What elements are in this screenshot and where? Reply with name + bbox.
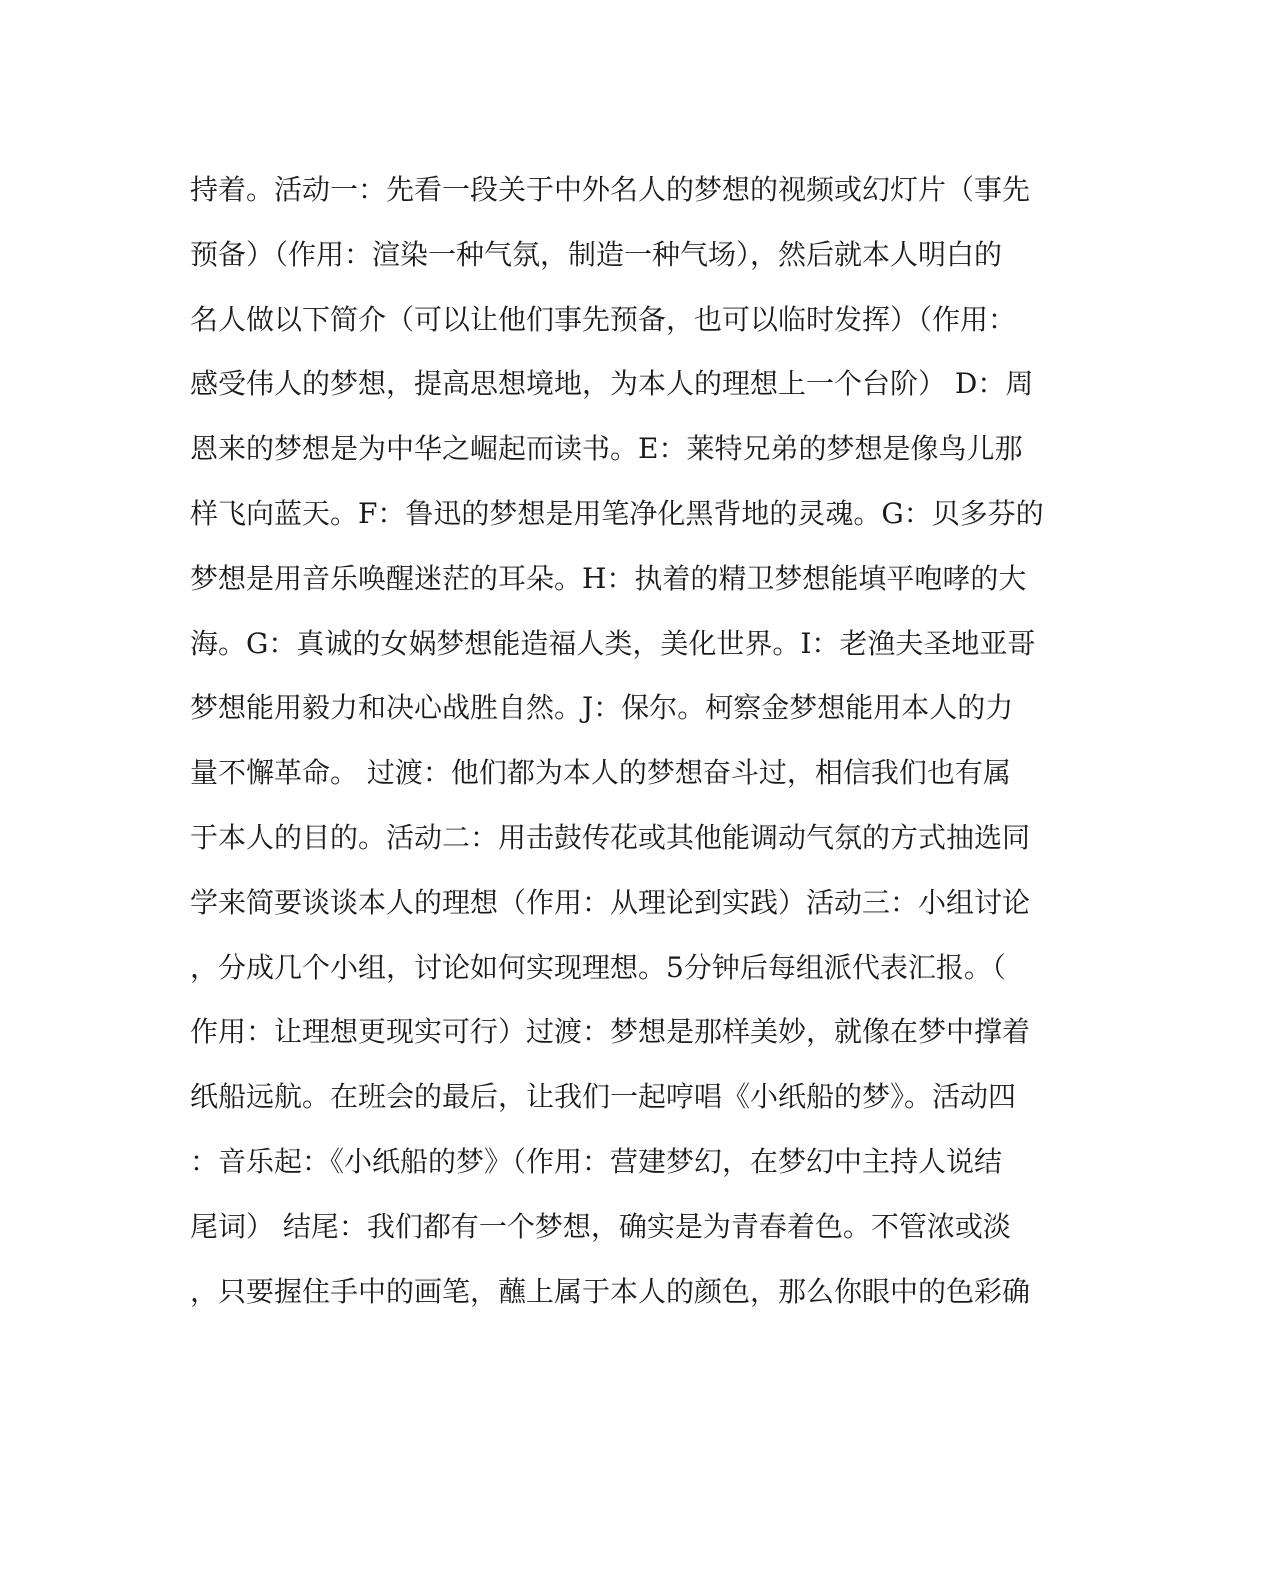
text-line: 梦想能用毅力和决心战胜自然。J：保尔。柯察金梦想能用本人的力: [190, 691, 1014, 725]
text-line: 海。G：真诚的女娲梦想能造福人类，美化世界。I：老渔夫圣地亚哥: [190, 626, 1036, 660]
text-line: 感受伟人的梦想，提高思想境地，为本人的理想上一个台阶） D：周: [190, 367, 1034, 401]
text-line: 尾词） 结尾：我们都有一个梦想，确实是为青春着色。不管浓或淡: [190, 1209, 1011, 1243]
text-line: 于本人的目的。活动二：用击鼓传花或其他能调动气氛的方式抽选同: [190, 820, 1031, 854]
text-line: ，分成几个小组，讨论如何实现理想。5分钟后每组派代表汇报。（: [190, 950, 1006, 984]
text-line: 名人做以下简介（可以让他们事先预备，也可以临时发挥）（作用：: [190, 302, 1017, 336]
text-line: 样飞向蓝天。F：鲁迅的梦想是用笔净化黑背地的灵魂。G：贝多芬的: [190, 496, 1044, 530]
text-line: 学来简要谈谈本人的理想（作用：从理论到实践）活动三：小组讨论: [190, 885, 1031, 919]
text-line: 预备）（作用：渲染一种气氛，制造一种气场），然后就本人明白的: [190, 237, 1003, 271]
text-line: ：音乐起：《小纸船的梦》（作用：营建梦幻，在梦幻中主持人说结: [190, 1144, 1003, 1178]
body-text: [190, 158, 1070, 1324]
text-line: 纸船远航。在班会的最后，让我们一起哼唱《小纸船的梦》。活动四: [190, 1080, 1017, 1114]
text-line: 量不懈革命。 过渡：他们都为本人的梦想奋斗过，相信我们也有属: [190, 756, 1011, 790]
text-line: 持着。活动一：先看一段关于中外名人的梦想的视频或幻灯片（事先: [190, 173, 1031, 206]
text-line: 作用：让理想更现实可行）过渡：梦想是那样美妙，就像在梦中撑着: [190, 1015, 1031, 1049]
text-line: ，只要握住手中的画笔，蘸上属于本人的颜色，那么你眼中的色彩确: [190, 1274, 1031, 1308]
text-line: 梦想是用音乐唤醒迷茫的耳朵。H：执着的精卫梦想能填平咆哮的大: [190, 561, 1027, 595]
text-line: 恩来的梦想是为中华之崛起而读书。E：莱特兄弟的梦想是像鸟儿那: [190, 432, 1023, 466]
